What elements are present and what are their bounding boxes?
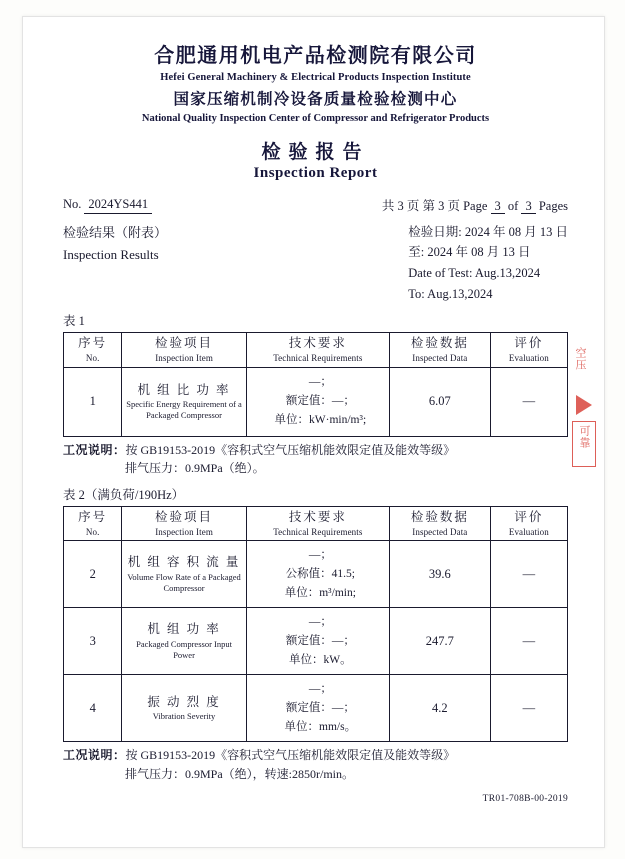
row-item [122, 675, 246, 742]
seal-box-icon [572, 421, 596, 467]
row-no: 3 [64, 608, 122, 675]
table2-note [63, 746, 568, 783]
req-line: 额定值：—； [285, 634, 355, 647]
table2-col-data-en: Inspected Data [412, 526, 468, 537]
table1-col-item [122, 333, 246, 367]
table2-col-eval [490, 506, 567, 540]
row-eval: — [490, 541, 567, 608]
test-date-en-from: Date of Test: Aug.13,2024 [408, 266, 541, 280]
page-suffix: Pages [538, 198, 568, 213]
row-item [122, 367, 246, 436]
req-line: —； [308, 376, 332, 389]
table1-col-item-en: Inspection Item [155, 353, 213, 364]
req-line: —； [308, 615, 332, 628]
row-no: 2 [64, 541, 122, 608]
table-row [64, 675, 568, 742]
table2-caption: 表 2（满负荷/190Hz） [63, 487, 185, 502]
row-eval: — [490, 675, 567, 742]
req-line: 单位：kW。 [289, 653, 352, 666]
table1-col-no-cn: 序号 [78, 336, 108, 351]
form-code: TR01-708B-00-2019 [482, 793, 568, 804]
table1-note-line2: 排气压力：0.9MPa（绝）。 [125, 461, 265, 476]
report-number-value: 2024YS441 [84, 197, 152, 214]
table2-col-req [246, 506, 389, 540]
page-of: of [507, 198, 519, 213]
report-body [63, 43, 568, 804]
table2-col-item-cn: 检验项目 [155, 509, 214, 524]
row-item-cn: 机 组 容 积 流 量 [127, 555, 241, 570]
table-row [64, 541, 568, 608]
table1-col-no-en: No. [85, 353, 100, 364]
row-data: 39.6 [389, 541, 490, 608]
req-line: 单位：mm/s。 [284, 720, 357, 733]
table2-note-line2: 排气压力：0.9MPa（绝），转速:2850r/min。 [125, 766, 355, 781]
row-item-en: Vibration Severity [152, 711, 216, 722]
table2-col-item [122, 506, 246, 540]
center-name-en: National Quality Inspection Center of Compressor and Refrigerator Products [141, 113, 490, 124]
table2 [63, 506, 568, 742]
row-item-en: Packaged Compressor Input Power [136, 638, 232, 661]
row-data: 4.2 [389, 675, 490, 742]
test-date-cn-from: 检验日期: 2024 年 08 月 13 日 [408, 224, 568, 239]
row-eval: — [490, 367, 567, 436]
row-data: 6.07 [389, 367, 490, 436]
table1-caption: 表 1 [63, 314, 85, 329]
table1 [63, 332, 568, 436]
center-name-cn: 国家压缩机制冷设备质量检验检测中心 [173, 90, 458, 108]
row-item-cn: 机 组 功 率 [147, 622, 221, 637]
table1-note-line1: 按 GB19153-2019《容积式空气压缩机能效限定值及能效等级》 [125, 442, 456, 457]
table2-col-eval-en: Evaluation [508, 526, 549, 537]
row-item-cn: 机 组 比 功 率 [137, 382, 231, 397]
row-requirements [246, 675, 389, 742]
row-no: 1 [64, 367, 122, 436]
seal-box-text: 可靠 [578, 425, 590, 449]
table2-col-no-cn: 序号 [78, 509, 108, 524]
table2-col-req-cn: 技术要求 [288, 509, 347, 524]
test-dates [408, 222, 568, 305]
report-number [63, 197, 152, 214]
page-total: 3 [521, 199, 535, 214]
req-line: —； [308, 682, 332, 695]
table1-note-label: 工况说明： [63, 442, 126, 457]
req-line: 额定值：—； [285, 701, 355, 714]
institute-name-cn: 合肥通用机电产品检测院有限公司 [154, 45, 477, 67]
table1-col-data-en: Inspected Data [412, 353, 468, 364]
row-requirements [246, 541, 389, 608]
table2-note-label: 工况说明： [63, 748, 126, 763]
row-data: 247.7 [389, 608, 490, 675]
test-date-cn-to: 至: 2024 年 08 月 13 日 [408, 245, 531, 260]
table1-col-data-cn: 检验数据 [410, 336, 469, 351]
table1-col-req [246, 333, 389, 367]
page-count-prefix: 共 3 页 第 3 页 Page [381, 198, 488, 213]
table1-note [63, 441, 568, 478]
table2-col-no [64, 506, 122, 540]
table-row [64, 608, 568, 675]
req-line: —； [308, 548, 332, 561]
req-line: 额定值：—； [285, 395, 355, 408]
report-header [63, 43, 568, 182]
table1-col-no [64, 333, 122, 367]
row-item [122, 541, 246, 608]
row-eval: — [490, 608, 567, 675]
seal-text: 空压 [574, 347, 586, 371]
table1-col-data [389, 333, 490, 367]
row-item-cn: 振 动 烈 度 [147, 694, 221, 709]
seal-arrow-icon [576, 395, 592, 415]
req-line: 公称值：41.5; [285, 567, 355, 580]
page-count [382, 196, 568, 214]
table1-col-eval-en: Evaluation [508, 353, 549, 364]
row-requirements [246, 608, 389, 675]
report-title-cn: 检验报告 [261, 141, 370, 163]
table2-note-line1: 按 GB19153-2019《容积式空气压缩机能效限定值及能效等级》 [125, 748, 456, 763]
row-item [122, 608, 246, 675]
report-number-label: No. [63, 196, 82, 211]
test-date-en-to: To: Aug.13,2024 [408, 286, 493, 301]
req-line: 单位：m³/min; [284, 586, 356, 599]
row-item-en: Volume Flow Rate of a Packaged Compressor [127, 571, 241, 594]
row-item-en: Specific Energy Requirement of a Packaged Compressor [126, 399, 242, 421]
table2-header-row [64, 506, 568, 540]
results-label-cn: 检验结果（附表） [63, 224, 168, 240]
table-row [64, 367, 568, 436]
row-no: 4 [64, 675, 122, 742]
table1-col-eval [490, 333, 567, 367]
red-seal-marks [564, 347, 598, 467]
table1-col-req-cn: 技术要求 [288, 336, 347, 351]
table2-col-no-en: No. [85, 526, 100, 537]
row-requirements [246, 367, 389, 436]
table2-col-item-en: Inspection Item [155, 526, 213, 537]
table2-col-eval-cn: 评价 [514, 509, 544, 524]
table2-col-data-cn: 检验数据 [410, 509, 469, 524]
institute-name-en: Hefei General Machinery & Electrical Products Inspection Institute [160, 72, 471, 83]
page-current: 3 [491, 199, 505, 214]
results-label-en: Inspection Results [63, 246, 159, 262]
table2-col-req-en: Technical Requirements [273, 526, 363, 537]
req-line: 单位：kW·min/m³; [274, 414, 367, 427]
table1-col-item-cn: 检验项目 [155, 336, 214, 351]
table1-header-row [64, 333, 568, 367]
report-meta-row [63, 196, 568, 214]
table1-col-eval-cn: 评价 [514, 336, 544, 351]
report-sheet [22, 16, 605, 848]
results-labels [63, 222, 167, 305]
table1-col-req-en: Technical Requirements [273, 353, 363, 364]
results-and-dates [63, 222, 568, 305]
report-title-en: Inspection Report [253, 164, 378, 181]
table2-col-data [389, 506, 490, 540]
